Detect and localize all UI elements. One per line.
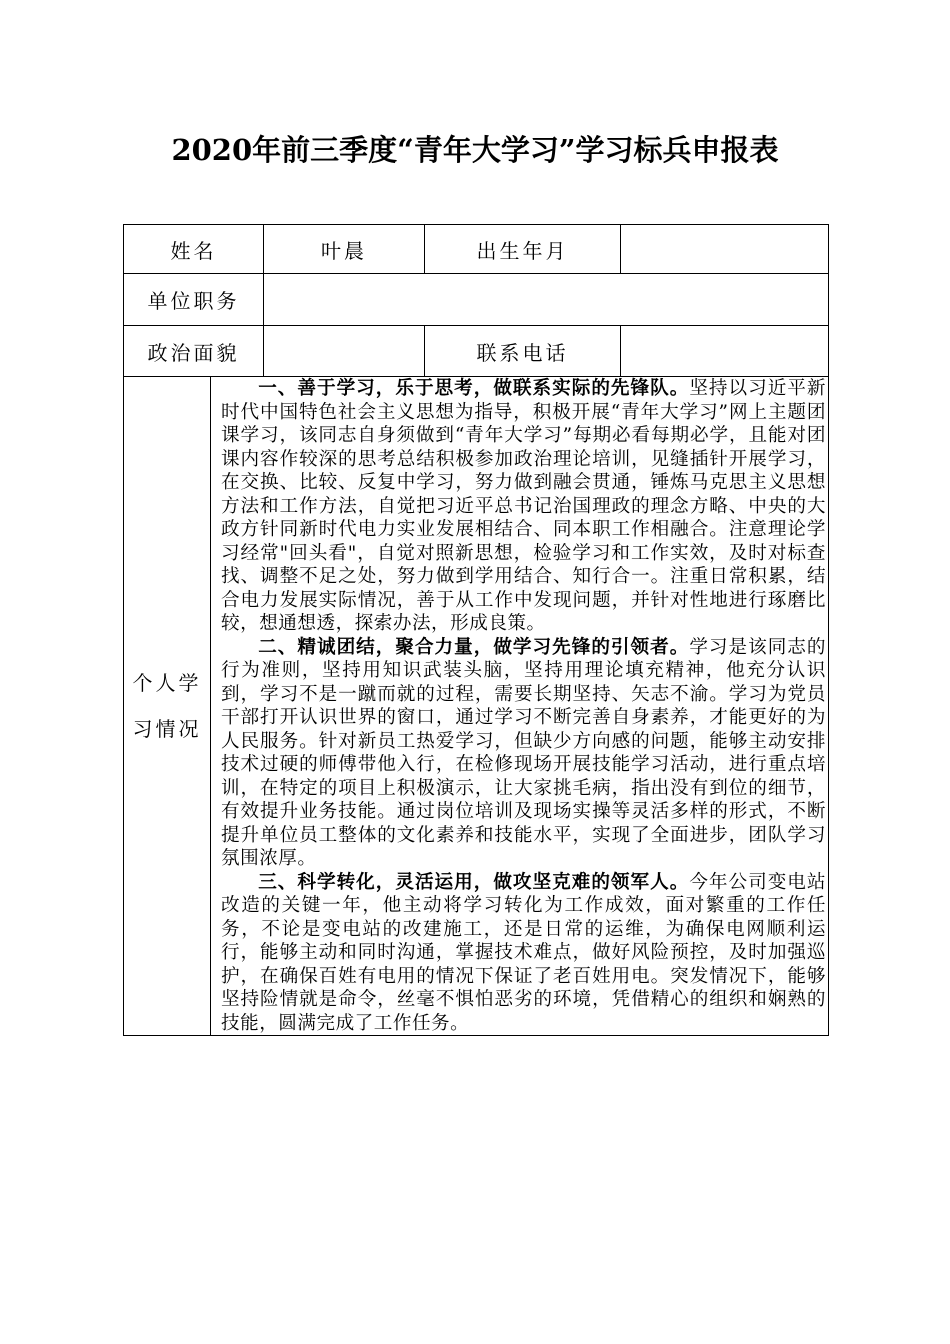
study-paragraph-1 [221, 377, 826, 636]
unit-value [264, 274, 829, 326]
study-paragraph-3-body: 今年公司变电站改造的关键一年，他主动将学习转化为工作成效，面对繁重的工作任务，不论是变电站的改建施工，还是日常的运维，为确保电网顺利运行，能够主动和同时沟通，掌握技术难点，做好风险预控，及时加强巡护，在确保百姓有电用的情况下保证了老百姓用电。突发情况下，能够坚持险情就是命令，丝毫不惧怕恶劣的环境，凭借精心的组织和娴熟的技能，圆满完成了工作任务。 [221, 871, 826, 1034]
study-paragraph-1-heading: 一、善于学习，乐于思考，做联系实际的先锋队。 [258, 378, 690, 399]
study-paragraph-2-body: 学习是该同志的行为准则，坚持用知识武装头脑，坚持用理论填充精神，他充分认识到，学习不是一蹴而就的过程，需要长期坚持、矢志不渝。学习为党员干部打开认识世界的窗口，通过学习不断完善自身素养，才能更好的为人民服务。针对新员工热爱学习，但缺少方向感的问题，能够主动安排技术过硬的师傅带他入行，在检修现场开展技能学习活动，进行重点培训，在特定的项目上积极演示，让大家挑毛病，指出没有到位的细节，有效提升业务技能。通过岗位培训及现场实操等灵活多样的形式，不断提升单位员工整体的文化素养和技能水平，实现了全面进步，团队学习氛围浓厚。 [221, 636, 826, 869]
form-row-politics [124, 326, 829, 377]
form-row-study [124, 377, 829, 1036]
document-title: 2020年前三季度“青年大学习”学习标兵申报表 [171, 133, 779, 167]
study-paragraph-1-body: 坚持以习近平新时代中国特色社会主义思想为指导，积极开展“青年大学习”网上主题团课学习，该同志自身须做到“青年大学习”每期必看每期必学，且能对团课内容作较深的思考总结积极参加政治理论培训，见缝插针开展学习，在交换、比较、反复中学习，努力做到融会贯通，锤炼马克思主义思想方法和工作方法，自觉把习近平总书记治国理政的理念方略、中央的大政方针同新时代电力实业发展相结合、同本职工作相融合。注意理论学习经常"回头看"，自觉对照新思想，检验学习和工作实效，及时对标查找、调整不足之处，努力做到学用结合、知行合一。注重日常积累，结合电力发展实际情况，善于从工作中发现问题，并针对性地进行琢磨比较，想通想透，探索办法，形成良策。 [221, 378, 826, 634]
politics-label: 政治面貌 [124, 326, 264, 377]
study-paragraph-2 [221, 636, 826, 871]
phone-value [621, 326, 829, 377]
study-label [124, 377, 211, 1036]
birth-value [621, 225, 829, 274]
birth-label: 出生年月 [425, 225, 621, 274]
form-row-name [124, 225, 829, 274]
application-form-table [123, 224, 829, 1036]
study-label-line2: 习情况 [132, 717, 202, 741]
study-paragraph-2-heading: 二、精诚团结，聚合力量，做学习先锋的引领者。 [258, 636, 690, 658]
study-label-line1: 个人学 [132, 671, 202, 695]
study-paragraph-3 [221, 871, 826, 1036]
name-value: 叶晨 [264, 225, 425, 274]
name-label: 姓名 [124, 225, 264, 274]
study-content [211, 377, 829, 1036]
study-paragraph-3-heading: 三、科学转化，灵活运用，做攻坚克难的领军人。 [258, 871, 690, 893]
form-row-unit [124, 274, 829, 326]
phone-label: 联系电话 [425, 326, 621, 377]
unit-label: 单位职务 [124, 274, 264, 326]
politics-value [264, 326, 425, 377]
